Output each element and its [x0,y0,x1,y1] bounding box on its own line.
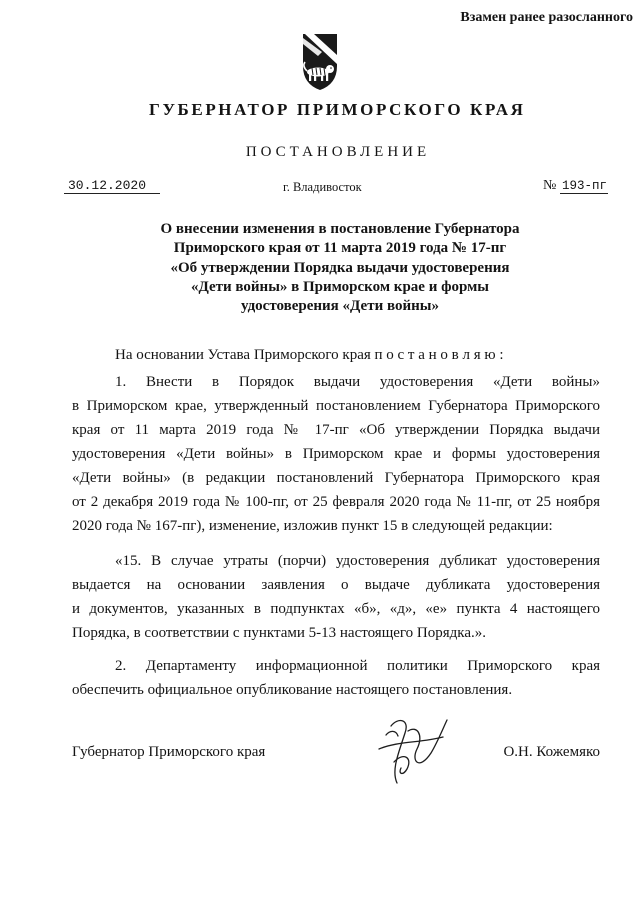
body-line: выдается на основании заявления о выдаче дубликата удостоверения [72,577,600,593]
body-line: в Приморском крае, утвержденный постановлением Губернатора Приморского [72,398,600,414]
title-line: «Дети войны» в Приморском крае и формы [190,278,490,295]
document-type: ПОСТАНОВЛЕНИЕ [245,144,431,160]
title-line: удостоверения «Дети войны» [241,298,439,315]
document-date: 30.12.2020 [68,178,147,193]
body-line: 1. Внести в Порядок выдачи удостоверения «Дети войны» [115,374,600,390]
body-line: Порядка, в соответствии с пунктами 5-13 настоящего Порядка.». [72,625,487,641]
number-sign: № [543,178,557,193]
body-line: обеспечить официальное опубликование настоящего постановления. [72,682,513,698]
title-line: О внесении изменения в постановление Губернатора [160,221,520,237]
document-title [72,220,608,316]
body-line: 2. Департаменту информационной политики Приморского края [115,658,600,674]
title-line: «Об утверждении Порядка выдачи удостоверения [170,259,510,276]
body-line: удостоверения «Дети войны» в Приморском крае и формы удостоверения [72,446,600,462]
issuing-authority: ГУБЕРНАТОР ПРИМОРСКОГО КРАЯ [149,100,526,119]
document-number: 193-пг [562,179,608,193]
number-underline [560,193,608,194]
title-line: Приморского края от 11 марта 2019 года № 17-пг [173,240,507,257]
date-underline [64,193,160,194]
body-line: от 2 декабря 2019 года № 100-пг, от 25 февраля 2020 года № 11-пг, от 25 ноября [72,494,600,510]
body-line: края от 11 марта 2019 года № 17-пг «Об утверждении Порядка выдачи [72,422,600,438]
body-line: «15. В случае утраты (порчи) удостоверения дубликат удостоверения [115,553,600,569]
intro-line: На основании Устава Приморского края п о с т а н о в л я ю : [115,347,504,363]
body-line: «Дети войны» (в редакции постановлений Губернатора Приморского края [72,470,600,486]
body-line: 2020 года № 167-пг), изменение, изложив пункт 15 в следующей редакции: [72,518,553,534]
signatory-name: О.Н. Кожемяко [503,744,600,760]
signatory-position: Губернатор Приморского края [72,744,266,760]
coat-of-arms-icon [298,30,342,94]
replacement-note: Взамен ранее разосланного [460,10,633,25]
document-city: г. Владивосток [283,180,362,194]
body-line: и документов, указанных в подпунктах «б», «д», «е» пункта 4 настоящего [72,601,600,617]
